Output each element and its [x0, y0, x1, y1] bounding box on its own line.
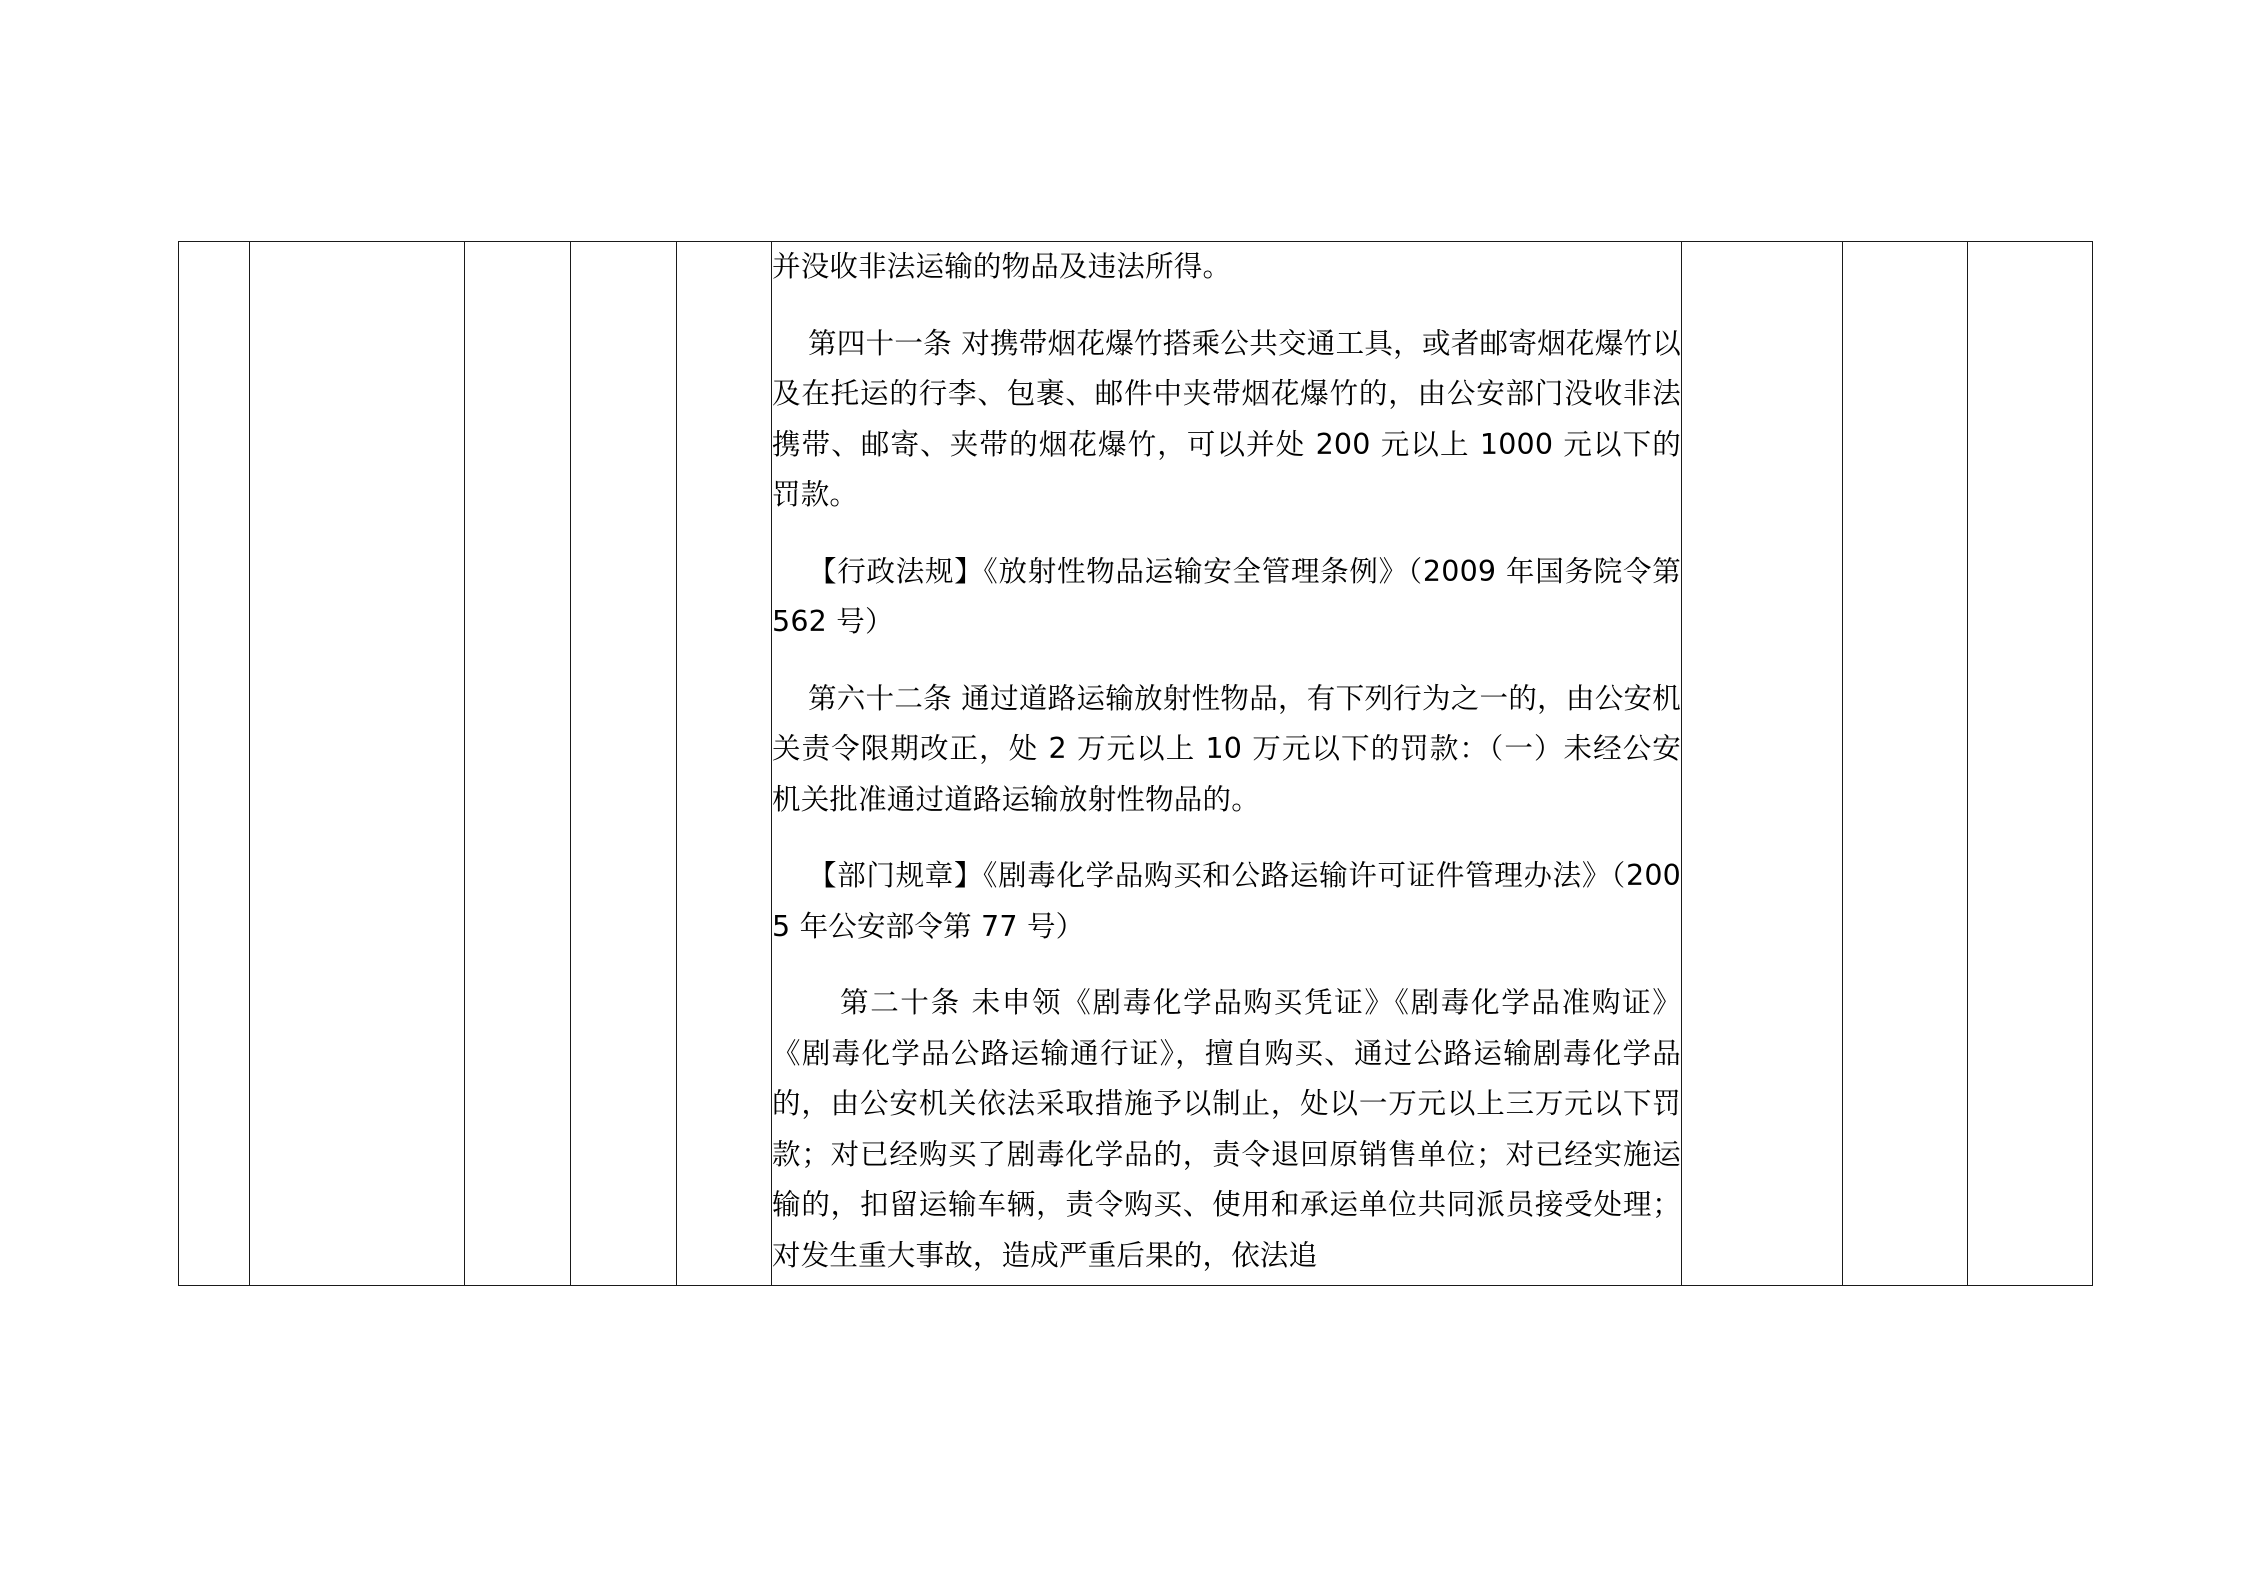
- empty-cell-9: [1968, 242, 2093, 1286]
- paragraph-rule-heading: 【部门规章】《剧毒化学品购买和公路运输许可证件管理办法》（2005 年公安部令第 77 号）: [772, 859, 1681, 943]
- empty-cell-2: [250, 242, 465, 1286]
- empty-cell-1: [179, 242, 250, 1286]
- paragraph-continuation: 并没收非法运输的物品及违法所得。: [772, 250, 1232, 283]
- empty-cell-5: [677, 242, 772, 1286]
- regulation-table: [178, 241, 2093, 1286]
- empty-cell-4: [571, 242, 677, 1286]
- paragraph-article-41: 第四十一条 对携带烟花爆竹搭乘公共交通工具，或者邮寄烟花爆竹以及在托运的行李、包裹、邮件中夹带烟花爆竹的，由公安部门没收非法携带、邮寄、夹带的烟花爆竹，可以并处 200 元以上 1000 元以下的罚款。: [772, 326, 1681, 511]
- paragraph-article-62: 第六十二条 通过道路运输放射性物品，有下列行为之一的，由公安机关责令限期改正，处 2 万元以上 10 万元以下的罚款：（一）未经公安机关批准通过道路运输放射性物品的。: [772, 681, 1681, 816]
- legal-basis-cell: [772, 242, 1682, 1286]
- paragraph-regulation-heading: 【行政法规】《放射性物品运输安全管理条例》（2009 年国务院令第 562 号）: [772, 554, 1681, 638]
- empty-cell-7: [1682, 242, 1843, 1286]
- empty-cell-8: [1843, 242, 1968, 1286]
- empty-cell-3: [465, 242, 571, 1286]
- paragraph-article-20: 第二十条 未申领《剧毒化学品购买凭证》《剧毒化学品准购证》《剧毒化学品公路运输通行证》，擅自购买、通过公路运输剧毒化学品的，由公安机关依法采取措施予以制止，处以一万元以上三万元以下罚款；对已经购买了剧毒化学品的，责令退回原销售单位；对已经实施运输的，扣留运输车辆，责令购买、使用和承运单位共同派员接受处理；对发生重大事故，造成严重后果的，依法追: [772, 986, 1681, 1272]
- table-row: [179, 242, 2093, 1286]
